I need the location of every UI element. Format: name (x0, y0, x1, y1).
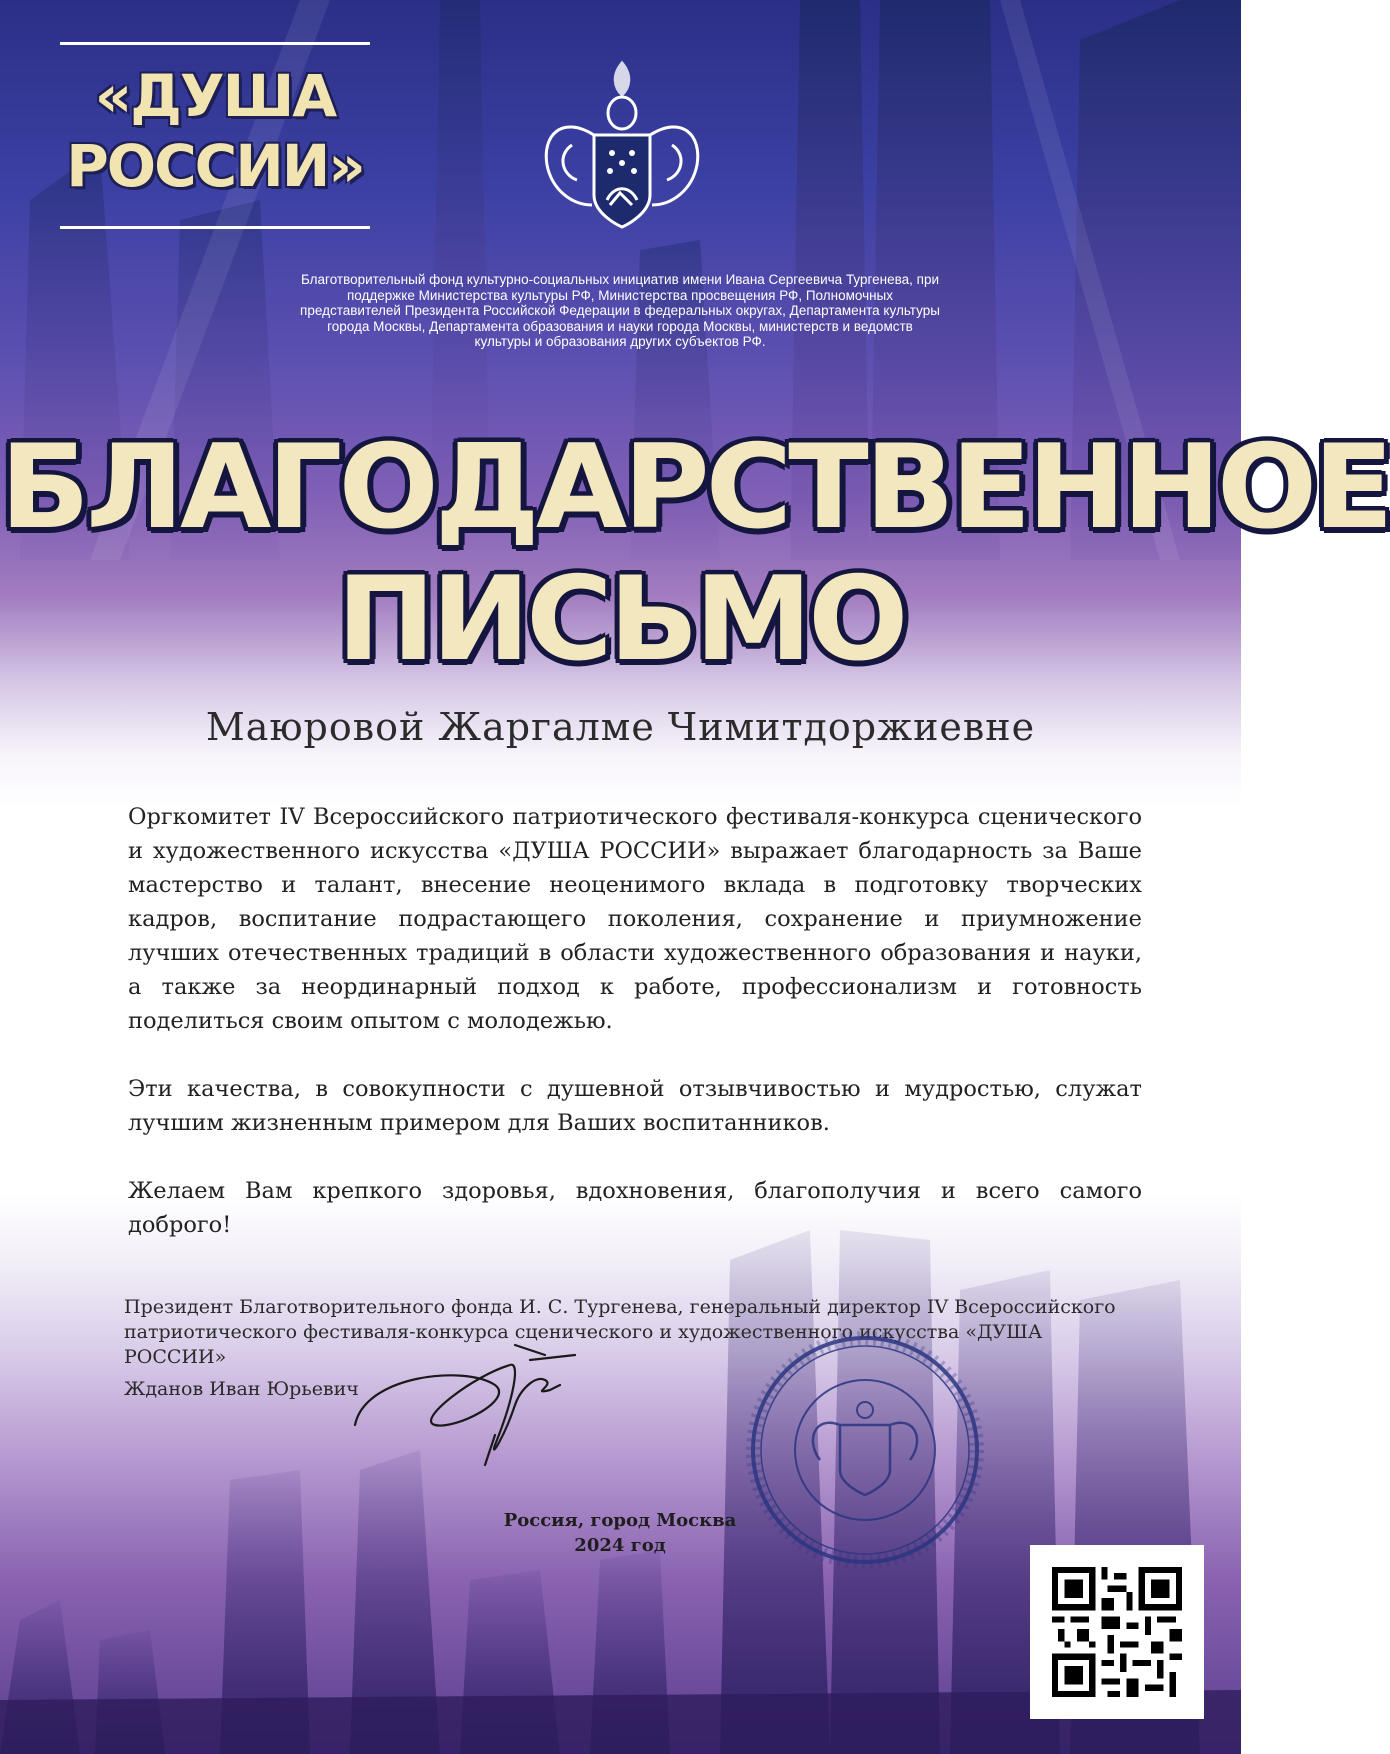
body-paragraph-2: Эти качества, в совокупности с душевной отзывчивостью и мудростью, служат лучшим жизненным примером для Ваших воспитанников. (128, 1076, 1142, 1136)
coat-of-arms-icon (532, 55, 712, 240)
location-city: Россия, город Москва (503, 1510, 737, 1531)
round-stamp-icon (745, 1330, 985, 1570)
body-paragraph-1: Оргкомитет IV Всероссийского патриотического фестиваля-конкурса сценического и художественного искусства «ДУША РОССИИ» выражает благодарность за Ваше мастерство и талант, внесение неоценимого вклада в подготовку творческих кадров, воспитание подрастающего поколения, сохранение и приумножение лучших отечественных традиций в области художественного образования и науки, а также за неординарный подход к работе, профессионализм и готовность поделиться своим опытом с молодежью. (128, 804, 1142, 1034)
logo-line-1: «ДУША (94, 62, 336, 130)
logo-top-line (60, 42, 370, 45)
location-block (470, 1508, 770, 1558)
recipient-name: Маюровой Жаргалме Чимитдоржиевне (205, 705, 1036, 749)
signer-name: Жданов Иван Юрьевич (124, 1378, 359, 1400)
festival-logo (60, 42, 370, 232)
logo-line-2: РОССИИ» (66, 132, 364, 200)
qr-code-container (1030, 1545, 1204, 1719)
president-title: Президент Благотворительного фонда И. С. Тургенева, генеральный директор IV Всероссийского патриотического фестиваля-конкурса сценического и художественного искусства «ДУША РОССИИ» (124, 1296, 1116, 1368)
qr-code-icon[interactable] (1050, 1567, 1184, 1697)
logo-bottom-line (60, 226, 370, 229)
location-year: 2024 год (574, 1535, 666, 1556)
title-line-2: ПИСЬМО (336, 551, 905, 687)
body-paragraph-3: Желаем Вам крепкого здоровья, вдохновения, благополучия и всего самого доброго! (128, 1178, 1142, 1238)
title-line-1: БЛАГОДАРСТВЕННОЕ (0, 419, 1390, 555)
letter-body (128, 800, 1142, 1276)
foundation-text: Благотворительный фонд культурно-социальных инициатив имени Ивана Сергеевича Тургенева, при поддержке Министерства культуры РФ, Министерства просвещения РФ, Полномочных представителей Президента Российской Федерации в федеральных округах, Департамента культуры города Москвы, Департамента образования и науки города Москвы, министерств и ведомств культуры и образования других субъектов РФ. (300, 272, 940, 349)
signature-icon (345, 1335, 595, 1475)
